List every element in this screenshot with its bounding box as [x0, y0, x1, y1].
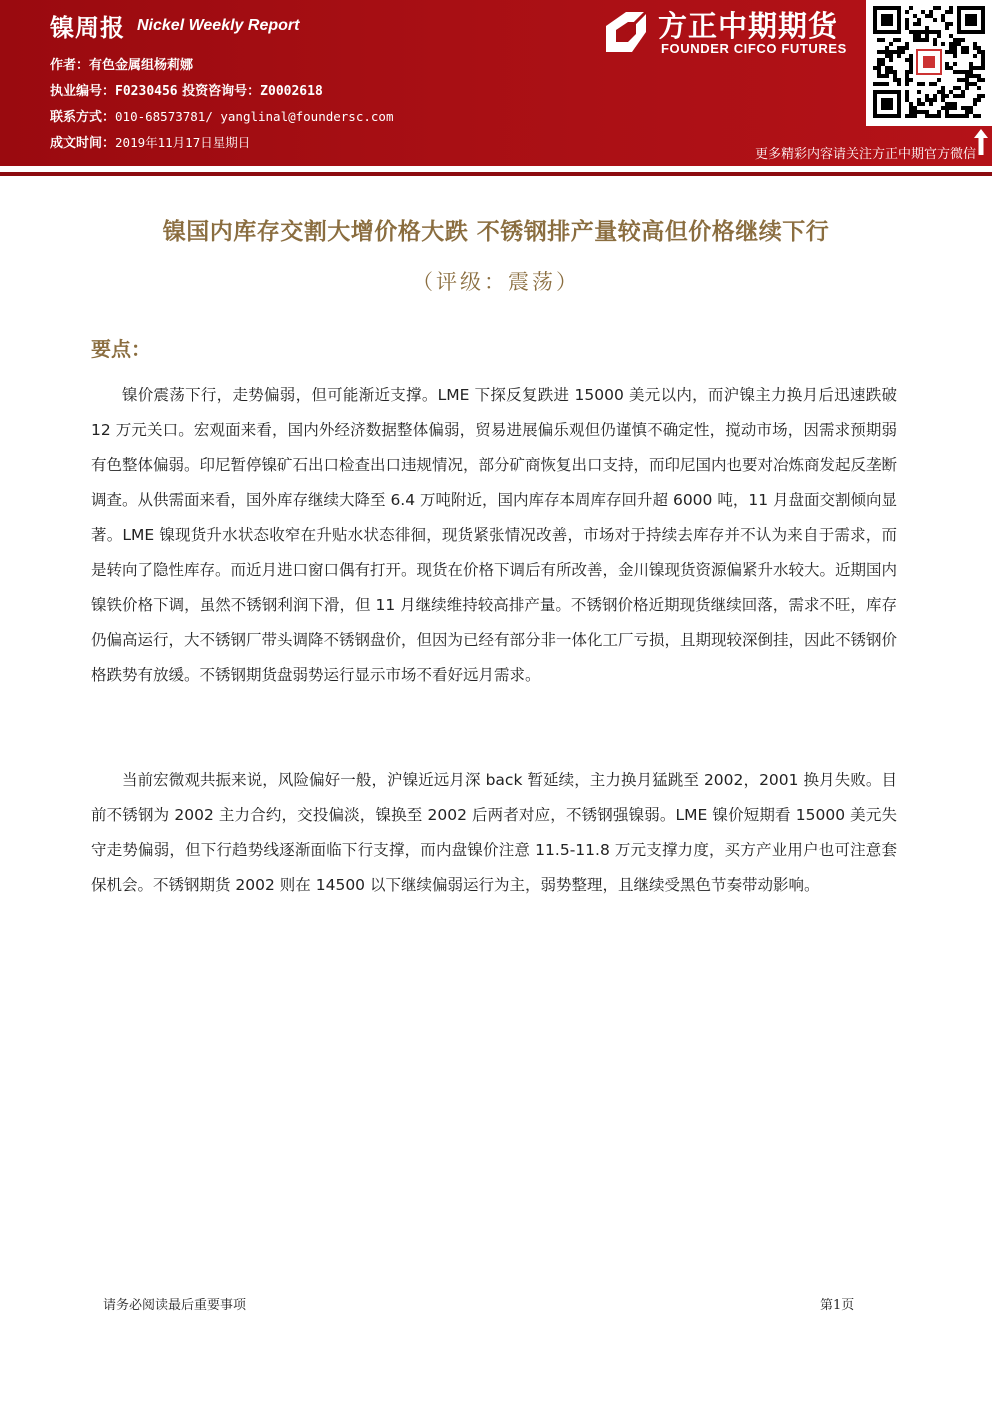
article-title: 镍国内库存交割大增价格大跌 不锈钢排产量较高但价格继续下行 — [162, 219, 830, 245]
author-label: 作者： — [50, 58, 90, 73]
date-value: 2019年11月17日星期日 — [115, 135, 251, 150]
date-label: 成文时间： — [50, 136, 116, 151]
report-title: 镍周报 — [50, 14, 125, 42]
license-line — [50, 80, 323, 99]
paragraph-2: 当前宏微观共振来说，风险偏好一般，沪镍近远月深 back 暂延续，主力换月猛跳至 2002，2001 换月失败。目前不锈钢为 2002 主力合约，交投偏淡，镍换至 2002 后两者对应，不锈钢强镍弱。LME 镍价短期看 15000 美元失守走势偏弱，但下行趋势线逐渐面临下行支撑，而内盘镍价注意 11.5-11.8 万元支撑力度，买方产业用户也可注意套保机会。不锈钢期货 2002 则在 14500 以下继续偏弱运行为主，弱势整理，且继续受黑色节奏带动影响。 — [91, 771, 897, 894]
date-line — [50, 132, 250, 151]
author-value: 有色金属组杨莉娜 — [89, 58, 194, 73]
paragraph-1: 镍价震荡下行，走势偏弱，但可能渐近支撑。LME 下探反复跌进 15000 美元以内，而沪镍主力换月后迅速跌破 12 万元关口。宏观面来看，国内外经济数据整体偏弱，贸易进展偏乐观但仍谨慎不确定性，搅动市场，因需求预期弱有色整体偏弱。印尼暂停镍矿石出口检查出口违规情况，部分矿商恢复出口支持，而印尼国内也要对冶炼商发起反垄断调查。从供需面来看，国外库存继续大降至 6.4 万吨附近，国内库存本周库存回升超 6000 吨，11 月盘面交割倾向显著。LME 镍现货升水状态收窄在升贴水状态徘徊，现货紧张情况改善，市场对于持续去库存并不认为来自于需求，而是转向了隐性库存。而近月进口窗口偶有打开。现货在价格下调后有所改善，金川镍现货资源偏紧升水较大。近期国内镍铁价格下调，虽然不锈钢利润下滑，但 11 月继续维持较高排产量。不锈钢价格近期现货继续回落，需求不旺，库存仍偏高运行，大不锈钢厂带头调降不锈钢盘价，但因为已经有部分非一体化工厂亏损，且期现较深倒挂，因此不锈钢价格跌势有放缓。不锈钢期货盘弱势运行显示市场不看好远月需求。 — [91, 386, 898, 684]
page-number: 第1页 — [820, 1298, 855, 1313]
header-divider-dark — [0, 172, 992, 176]
report-header — [0, 0, 992, 166]
section-heading: 要点： — [91, 337, 151, 361]
founder-logo-icon — [602, 8, 650, 56]
contact-line — [50, 106, 393, 125]
report-title-en: Nickel Weekly Report — [137, 17, 300, 34]
follow-wechat-text: 更多精彩内容请关注方正中期官方微信 — [754, 147, 976, 162]
contact-value: 010-68573781/ yanglinal@foundersc.com — [115, 109, 394, 124]
company-logo-text-en: FOUNDER CIFCO FUTURES — [661, 41, 847, 56]
qr-code-icon — [866, 0, 992, 126]
consult-label: 投资咨询号： — [177, 84, 261, 99]
footer-notice: 请务必阅读最后重要事项 — [103, 1298, 247, 1313]
license-label: 执业编号： — [50, 84, 116, 99]
license-value: F0230456 — [115, 84, 178, 99]
consult-value: Z0002618 — [260, 84, 323, 99]
contact-label: 联系方式： — [50, 110, 116, 125]
rating-label: （评级：震荡） — [412, 270, 580, 294]
author-line — [50, 54, 193, 73]
company-logo-text: 方正中期期货 — [658, 9, 839, 43]
